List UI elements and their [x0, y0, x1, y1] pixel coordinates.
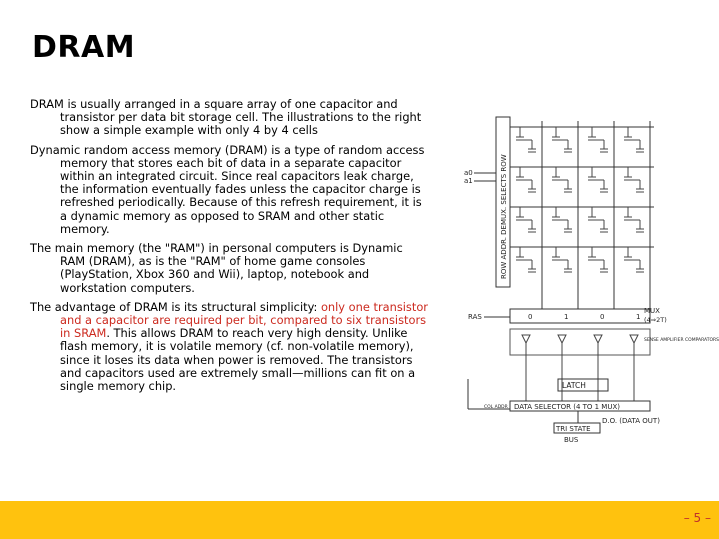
- bus-label: BUS: [564, 436, 579, 444]
- slide-title: DRAM: [32, 30, 136, 65]
- dram-schematic: [450, 113, 719, 445]
- footer-bar: [0, 501, 719, 539]
- memory-cell: [552, 127, 572, 152]
- memory-cell: [588, 167, 608, 192]
- slide-body: [30, 98, 430, 399]
- data-selector-label: DATA SELECTOR (4 TO 1 MUX): [514, 403, 620, 411]
- memory-cell: [516, 127, 536, 152]
- amp-label: SENSE AMPLIFIER COMPARATORS: [644, 338, 719, 343]
- sense-amp: [594, 335, 602, 343]
- data-out-label: D.O. (DATA OUT): [602, 417, 660, 425]
- mux-label: MUX: [644, 307, 660, 315]
- page-number: – 5 –: [683, 511, 711, 525]
- latch-label: LATCH: [562, 381, 586, 390]
- memory-cell: [624, 127, 644, 152]
- memory-cell: [624, 167, 644, 192]
- sense-amp: [558, 335, 566, 343]
- paragraph-intro: DRAM is usually arranged in a square array of one capacitor and transistor per data bit storage cell. The illustrations to the right show a simple example with only 4 by 4 cells: [30, 97, 422, 138]
- col-addr-label: COL ADDR: [484, 405, 508, 410]
- bit-label-1: 1: [564, 313, 569, 321]
- tri-state-label: TRI STATE: [556, 425, 591, 433]
- advantage-text-end: . This allows DRAM to reach very high density. Unlike flash memory, it is volatile memory (cf. non-volatile memory), since it loses its data when power is removed. The transistors and capacitors used are extremely small—millions can fit on a single memory chip.: [60, 326, 416, 394]
- advantage-text-start: The advantage of DRAM is its structural simplicity:: [30, 299, 321, 314]
- ras-label: RAS: [468, 313, 482, 321]
- memory-cell: [516, 207, 536, 232]
- bit-label-2: 0: [600, 313, 605, 321]
- memory-cell: [624, 247, 644, 272]
- bit-label-0: 0: [528, 313, 533, 321]
- memory-cell: [516, 167, 536, 192]
- memory-cell: [588, 207, 608, 232]
- memory-cell: [588, 247, 608, 272]
- paragraph-advantage: [30, 301, 430, 393]
- sense-amp: [630, 335, 638, 343]
- addr-a0-label: a0: [464, 169, 473, 177]
- memory-cell-grid: [510, 121, 654, 309]
- memory-cell: [552, 207, 572, 232]
- memory-cell: [552, 167, 572, 192]
- advantage-highlight: only one transistor and a capacitor are required per bit, compared to six transistors in SRAM: [60, 299, 428, 341]
- bit-label-3: 1: [636, 313, 641, 321]
- dram-array-diagram: [450, 113, 719, 445]
- row-demux-label: ROW ADDR. DEMUX. SELECTS ROW: [500, 154, 508, 279]
- paragraph-main-memory: The main memory (the "RAM") in personal computers is Dynamic RAM (DRAM), as is the "RAM" of home game consoles (PlayStation, Xbox 360 and Wii), laptop, notebook and workstation computers.: [30, 241, 403, 295]
- memory-cell: [516, 247, 536, 272]
- sense-amp: [522, 335, 530, 343]
- mux-sub-label: (4⇒2T): [644, 316, 667, 324]
- paragraph-definition: Dynamic random access memory (DRAM) is a type of random access memory that stores each bit of data in a separate capacitor within an integrated circuit. Since real capacitors leak charge, the information eventually fades unless the capacitor charge is refreshed periodically. Because of this refresh requirement, it is a dynamic memory as opposed to SRAM and other static memory.: [30, 142, 425, 236]
- addr-a1-label: a1: [464, 177, 473, 185]
- memory-cell: [588, 127, 608, 152]
- memory-cell: [624, 207, 644, 232]
- memory-cell: [552, 247, 572, 272]
